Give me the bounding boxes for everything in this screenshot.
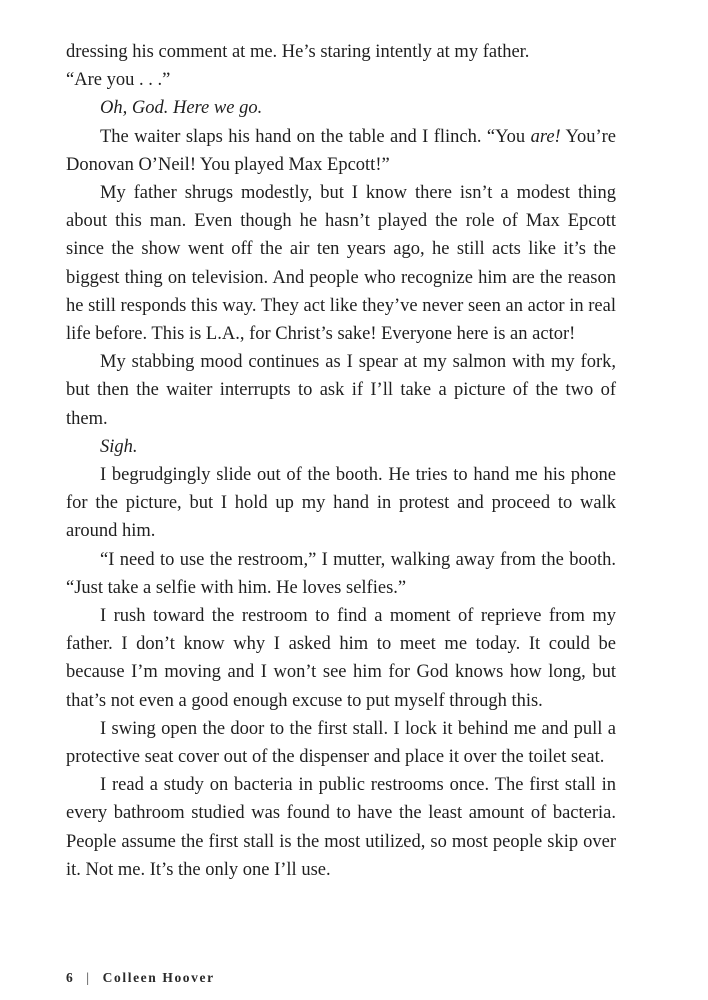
text-segment: My stabbing mood continues as I spear at my salmon with my fork, but then the waiter interrupts to ask if I’ll take a picture of the two of them. bbox=[66, 352, 616, 429]
paragraph bbox=[66, 38, 616, 94]
text-segment: “Are you . . .” bbox=[66, 70, 171, 91]
text-segment: dressing his comment at me. He’s staring intently at my father. bbox=[66, 42, 530, 62]
italic-text: Sigh. bbox=[100, 436, 138, 457]
text-segment: I begrudgingly slide out of the booth. He tries to hand me his phone for the picture, but I hold up my hand in protest and proceed to walk around him. bbox=[66, 465, 616, 542]
author-name: Colleen Hoover bbox=[102, 970, 215, 985]
text-segment: You’re Donovan O’Neil! You played Max Epcott!” bbox=[66, 126, 616, 175]
text-segment: I swing open the door to the first stall. I lock it behind me and pull a protective seat cover out of the dispenser and place it over the toilet seat. bbox=[66, 718, 616, 768]
page-number: 6 bbox=[66, 970, 75, 985]
text-segment: I read a study on bacteria in public restrooms once. The first stall in every bathroom studied was found to have the least amount of bacteria. People assume the first stall is the most utilized, so most people skip over it. Not me. It’s the only one I’ll use. bbox=[66, 775, 616, 880]
page-body bbox=[66, 38, 616, 884]
text-segment: My father shrugs modestly, but I know there isn’t a modest thing about this man. Even though he hasn’t played the role of Max Epcott since the show went off the air ten years ago, he still acts like it’s the biggest thing on television. And people who recognize him are the reason he still responds this way. They act like they’ve never seen an actor in real life before. This is L.A., for Christ’s sake! Everyone here is an actor! bbox=[66, 183, 616, 345]
paragraph bbox=[66, 546, 616, 602]
text-segment: “I need to use the restroom,” I mutter, walking away from the booth. “Just take a selfie with him. He loves selfies.” bbox=[66, 549, 616, 598]
italic-text: are! bbox=[530, 126, 561, 147]
text-segment: I rush toward the restroom to find a moment of reprieve from my father. I don’t know why I asked him to meet me today. It could be because I’m moving and I won’t see him for God knows how long, but that’s not even a good enough excuse to put myself through this. bbox=[66, 606, 616, 711]
paragraph bbox=[66, 461, 616, 546]
paragraph bbox=[66, 771, 616, 884]
paragraph bbox=[66, 123, 616, 179]
page-footer bbox=[66, 970, 215, 986]
italic-text: Oh, God. Here we go. bbox=[100, 98, 263, 119]
paragraph bbox=[66, 715, 616, 771]
paragraph bbox=[66, 179, 616, 348]
footer-separator: | bbox=[86, 970, 91, 985]
paragraph bbox=[66, 348, 616, 433]
paragraph bbox=[66, 433, 616, 461]
paragraph bbox=[66, 602, 616, 715]
paragraph bbox=[66, 94, 616, 122]
text-segment: The waiter slaps his hand on the table and I flinch. “You bbox=[100, 126, 531, 147]
